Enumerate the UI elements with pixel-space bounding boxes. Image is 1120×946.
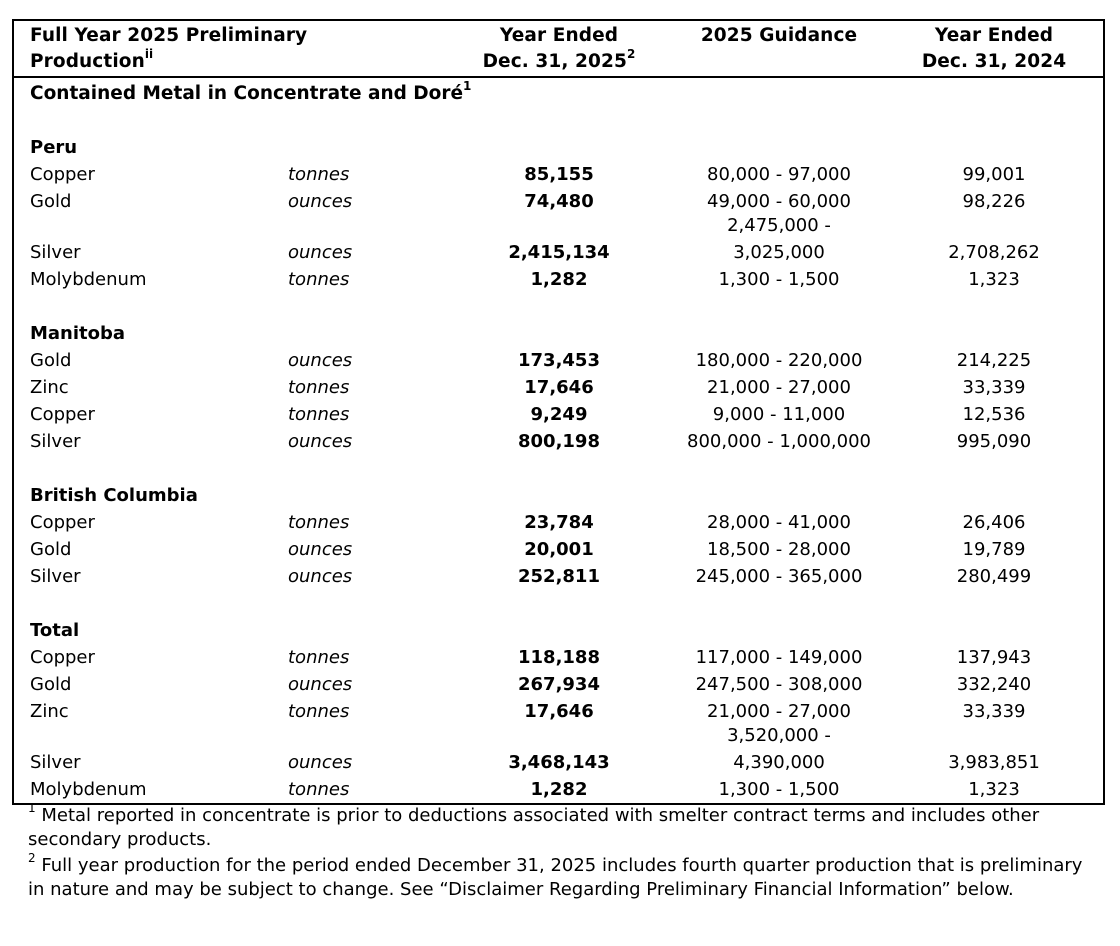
actual-2024: 98,226 xyxy=(962,191,1026,212)
actual-2024: 12,536 xyxy=(962,404,1026,425)
guidance-2025: 49,000 - 60,000 xyxy=(707,191,851,212)
unit: ounces xyxy=(288,566,353,587)
metal-name: Copper xyxy=(30,164,95,185)
footnote-1-marker: 1 xyxy=(28,801,36,815)
table-row xyxy=(14,644,1103,671)
guidance-2025: 18,500 - 28,000 xyxy=(707,539,851,560)
table-row xyxy=(14,212,1103,266)
actual-2024: 26,406 xyxy=(962,512,1026,533)
unit: ounces xyxy=(288,752,353,773)
unit: tonnes xyxy=(288,701,350,722)
unit: tonnes xyxy=(288,377,350,398)
guidance-line1: 3,520,000 - xyxy=(727,725,831,746)
unit: ounces xyxy=(288,191,353,212)
header-guidance-2025 xyxy=(674,23,884,49)
actual-2024: 33,339 xyxy=(962,701,1026,722)
actual-2024: 137,943 xyxy=(956,647,1032,668)
metal-name: Silver xyxy=(30,566,81,587)
actual-2025: 173,453 xyxy=(518,350,600,371)
table-row xyxy=(14,509,1103,536)
header-year-ended-2024 xyxy=(889,23,1099,75)
metal-name: Zinc xyxy=(30,701,69,722)
guidance-2025: 21,000 - 27,000 xyxy=(707,701,851,722)
guidance-2025: 28,000 - 41,000 xyxy=(707,512,851,533)
guidance-2025: 21,000 - 27,000 xyxy=(707,377,851,398)
metal-name: Molybdenum xyxy=(30,779,147,800)
subtitle-superscript: 1 xyxy=(463,78,472,93)
production-table xyxy=(12,19,1105,805)
header-col1-superscript: 2 xyxy=(626,46,636,61)
actual-2025: 267,934 xyxy=(518,674,600,695)
unit: tonnes xyxy=(288,779,350,800)
actual-2025: 74,480 xyxy=(524,191,594,212)
header-col2-line1: 2025 Guidance xyxy=(700,25,858,46)
header-col1-line1: Year Ended xyxy=(499,25,619,46)
table-row xyxy=(14,374,1103,401)
section-title-manitoba: Manitoba xyxy=(30,323,126,344)
guidance-line1: 2,475,000 - xyxy=(727,215,831,236)
header-col3-line2: Dec. 31, 2024 xyxy=(921,51,1067,72)
actual-2024: 19,789 xyxy=(962,539,1026,560)
guidance-2025: 117,000 - 149,000 xyxy=(695,647,863,668)
table-row xyxy=(14,536,1103,563)
unit: ounces xyxy=(288,350,353,371)
actual-2024: 99,001 xyxy=(962,164,1026,185)
actual-2025: 252,811 xyxy=(518,566,600,587)
header-title-line2: Production xyxy=(30,51,145,72)
actual-2024: 1,323 xyxy=(968,269,1020,290)
header-title-superscript: ii xyxy=(144,46,154,61)
table-row xyxy=(14,563,1103,590)
actual-2025: 1,282 xyxy=(530,269,588,290)
table-header xyxy=(14,21,1103,78)
metal-name: Gold xyxy=(30,539,72,560)
guidance-2025: 800,000 - 1,000,000 xyxy=(687,431,871,452)
actual-2025: 17,646 xyxy=(524,377,594,398)
metal-name: Gold xyxy=(30,350,72,371)
actual-2024: 332,240 xyxy=(956,674,1032,695)
footnote-1-text: Metal reported in concentrate is prior to deductions associated with smelter contract terms and includes other secondary products. xyxy=(28,805,1040,850)
actual-2025: 1,282 xyxy=(530,779,588,800)
footnote-1 xyxy=(28,801,1098,852)
metal-name: Gold xyxy=(30,191,72,212)
subtitle-text: Contained Metal in Concentrate and Doré xyxy=(30,83,464,104)
footnote-2-text: Full year production for the period ended December 31, 2025 includes fourth quarter production that is preliminary in nature and may be subject to change. See “Disclaimer Regarding Preliminary Financial Information” below. xyxy=(28,855,1083,900)
actual-2025: 85,155 xyxy=(524,164,594,185)
metal-name: Silver xyxy=(30,242,81,263)
actual-2025: 17,646 xyxy=(524,701,594,722)
guidance-2025: 1,300 - 1,500 xyxy=(718,269,840,290)
header-col1-line2: Dec. 31, 2025 xyxy=(482,51,627,72)
metal-name: Copper xyxy=(30,512,95,533)
actual-2025: 23,784 xyxy=(524,512,594,533)
actual-2025: 800,198 xyxy=(518,431,600,452)
table-row xyxy=(14,188,1103,215)
table-row xyxy=(14,401,1103,428)
actual-2025: 3,468,143 xyxy=(508,752,610,773)
unit: tonnes xyxy=(288,404,350,425)
metal-name: Copper xyxy=(30,647,95,668)
actual-2024: 33,339 xyxy=(962,377,1026,398)
footnotes xyxy=(28,801,1098,904)
metal-name: Gold xyxy=(30,674,72,695)
section-title-peru: Peru xyxy=(30,137,78,158)
table-row xyxy=(14,671,1103,698)
unit: ounces xyxy=(288,242,353,263)
table-row xyxy=(14,428,1103,455)
table-row xyxy=(14,698,1103,725)
actual-2025: 20,001 xyxy=(524,539,594,560)
guidance-2025 xyxy=(674,722,884,776)
header-title-line1: Full Year 2025 Preliminary xyxy=(30,25,308,46)
metal-name: Molybdenum xyxy=(30,269,147,290)
unit: tonnes xyxy=(288,647,350,668)
unit: tonnes xyxy=(288,512,350,533)
actual-2024: 214,225 xyxy=(956,350,1032,371)
guidance-line2: 3,025,000 xyxy=(733,242,825,263)
guidance-2025 xyxy=(674,212,884,266)
actual-2024: 2,708,262 xyxy=(948,242,1040,263)
table-row xyxy=(14,722,1103,776)
guidance-2025: 1,300 - 1,500 xyxy=(718,779,840,800)
metal-name: Silver xyxy=(30,431,81,452)
footnote-2 xyxy=(28,851,1098,902)
header-col3-line1: Year Ended xyxy=(934,25,1054,46)
footnote-2-marker: 2 xyxy=(28,851,36,865)
actual-2024: 995,090 xyxy=(956,431,1032,452)
table-row xyxy=(14,266,1103,293)
section-title-total: Total xyxy=(30,620,80,641)
metal-name: Zinc xyxy=(30,377,69,398)
table-subtitle xyxy=(30,78,472,107)
metal-name: Copper xyxy=(30,404,95,425)
guidance-2025: 245,000 - 365,000 xyxy=(695,566,863,587)
guidance-2025: 9,000 - 11,000 xyxy=(712,404,846,425)
header-year-ended-2025 xyxy=(454,23,664,75)
actual-2025: 118,188 xyxy=(518,647,600,668)
actual-2024: 1,323 xyxy=(968,779,1020,800)
guidance-2025: 80,000 - 97,000 xyxy=(707,164,851,185)
actual-2025: 9,249 xyxy=(530,404,588,425)
unit: ounces xyxy=(288,539,353,560)
unit: tonnes xyxy=(288,164,350,185)
guidance-line2: 4,390,000 xyxy=(733,752,825,773)
unit: ounces xyxy=(288,431,353,452)
guidance-2025: 247,500 - 308,000 xyxy=(695,674,863,695)
actual-2024: 280,499 xyxy=(956,566,1032,587)
table-row xyxy=(14,347,1103,374)
table-row xyxy=(14,776,1103,803)
header-title xyxy=(30,23,370,75)
section-title-british-columbia: British Columbia xyxy=(30,485,198,506)
unit: tonnes xyxy=(288,269,350,290)
actual-2024: 3,983,851 xyxy=(948,752,1040,773)
guidance-2025: 180,000 - 220,000 xyxy=(695,350,863,371)
metal-name: Silver xyxy=(30,752,81,773)
table-row xyxy=(14,161,1103,188)
unit: ounces xyxy=(288,674,353,695)
actual-2025: 2,415,134 xyxy=(508,242,610,263)
